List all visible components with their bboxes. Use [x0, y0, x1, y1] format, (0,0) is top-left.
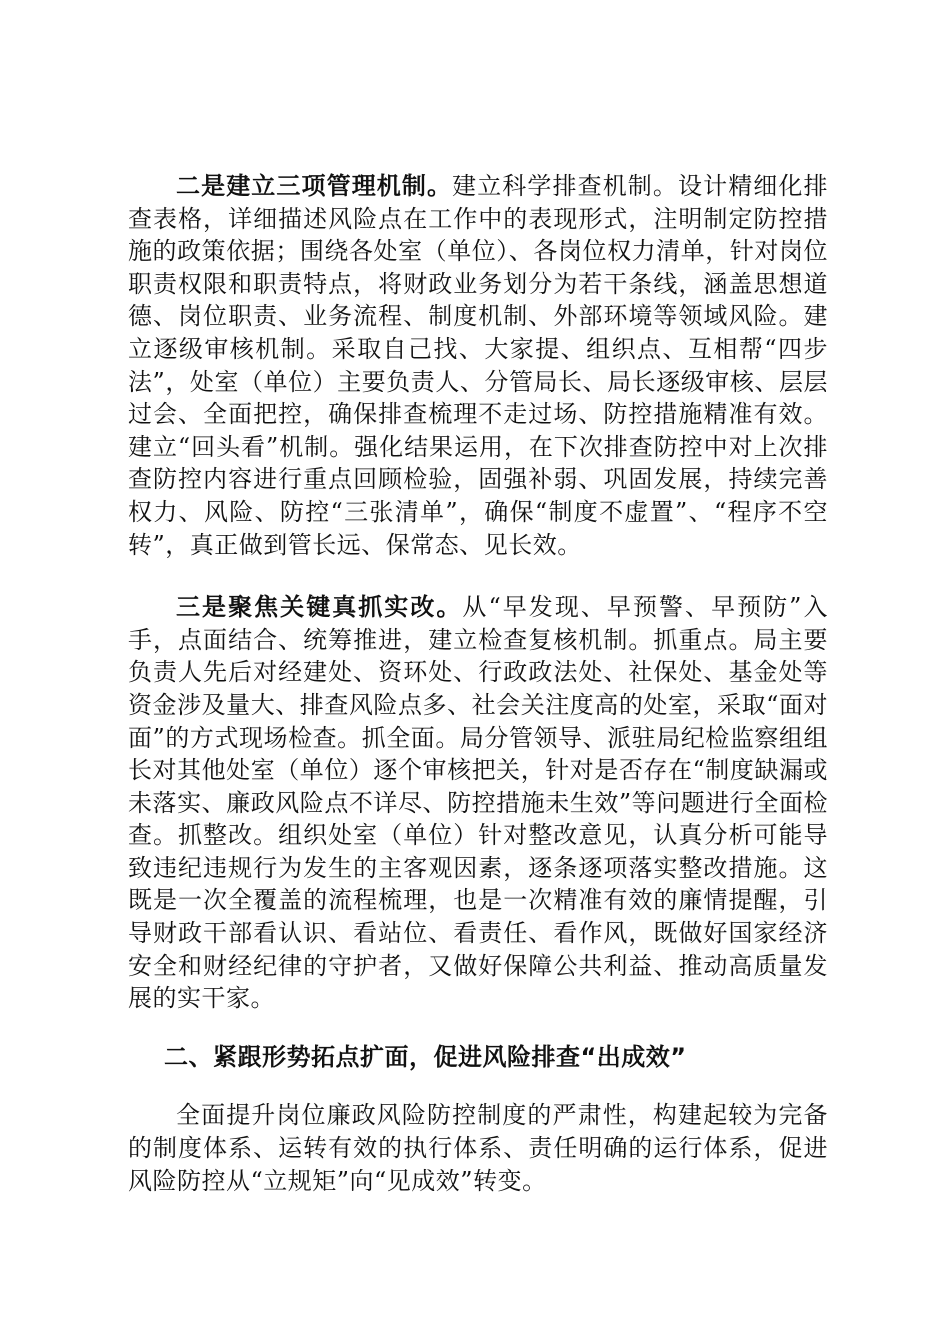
- paragraph-text: 全面提升岗位廉政风险防控制度的严肃性，构建起较为完备的制度体系、运转有效的执行体系、责任明确的运行体系，促进风险防控从“立规矩”向“见成效”转变。: [128, 1101, 828, 1195]
- document-body: [128, 170, 828, 1197]
- paragraph-lead: 二是建立三项管理机制。: [176, 171, 453, 200]
- paragraph-rectification: [128, 591, 828, 1015]
- paragraph-summary: [128, 1099, 828, 1197]
- paragraph-mechanisms: [128, 170, 828, 561]
- paragraph-lead: 三是聚焦关键真抓实改。: [176, 592, 463, 622]
- paragraph-text: 从“早发现、早预警、早预防”入手，点面结合、统筹推进，建立检查复核机制。抓重点。局主要负责人先后对经建处、资环处、行政政法处、社保处、基金处等资金涉及量大、排查风险点多、社会关注度高的处室，采取“面对面”的方式现场检查。抓全面。局分管领导、派驻局纪检监察组组长对其他处室（单位）逐个审核把关，针对是否存在“制度缺漏或未落实、廉政风险点不详尽、防控措施未生效”等问题进行全面检查。抓整改。组织处室（单位）针对整改意见，认真分析可能导致违纪违规行为发生的主客观因素，逐条逐项落实整改措施。这既是一次全覆盖的流程梳理，也是一次精准有效的廉情提醒，引导财政干部看认识、看站位、看责任、看作风，既做好国家经济安全和财经纪律的守护者，又做好保障公共利益、推动高质量发展的实干家。: [128, 593, 828, 1013]
- section-heading: 二、紧跟形势拓点扩面，促进风险排查“出成效”: [164, 1042, 687, 1071]
- paragraph-text: 建立科学排查机制。设计精细化排查表格，详细描述风险点在工作中的表现形式，注明制定防控措施的政策依据；围绕各处室（单位）、各岗位权力清单，针对岗位职责权限和职责特点，将财政业务划分为若干条线，涵盖思想道德、岗位职责、业务流程、制度机制、外部环境等领域风险。建立逐级审核机制。采取自己找、大家提、组织点、互相帮“四步法”，处室（单位）主要负责人、分管局长、局长逐级审核、层层过会、全面把控，确保排查梳理不走过场、防控措施精准有效。建立“回头看”机制。强化结果运用，在下次排查防控中对上次排查防控内容进行重点回顾检验，固强补弱、巩固发展，持续完善权力、风险、防控“三张清单”，确保“制度不虚置”、“程序不空转”，真正做到管长远、保常态、见长效。: [128, 172, 829, 559]
